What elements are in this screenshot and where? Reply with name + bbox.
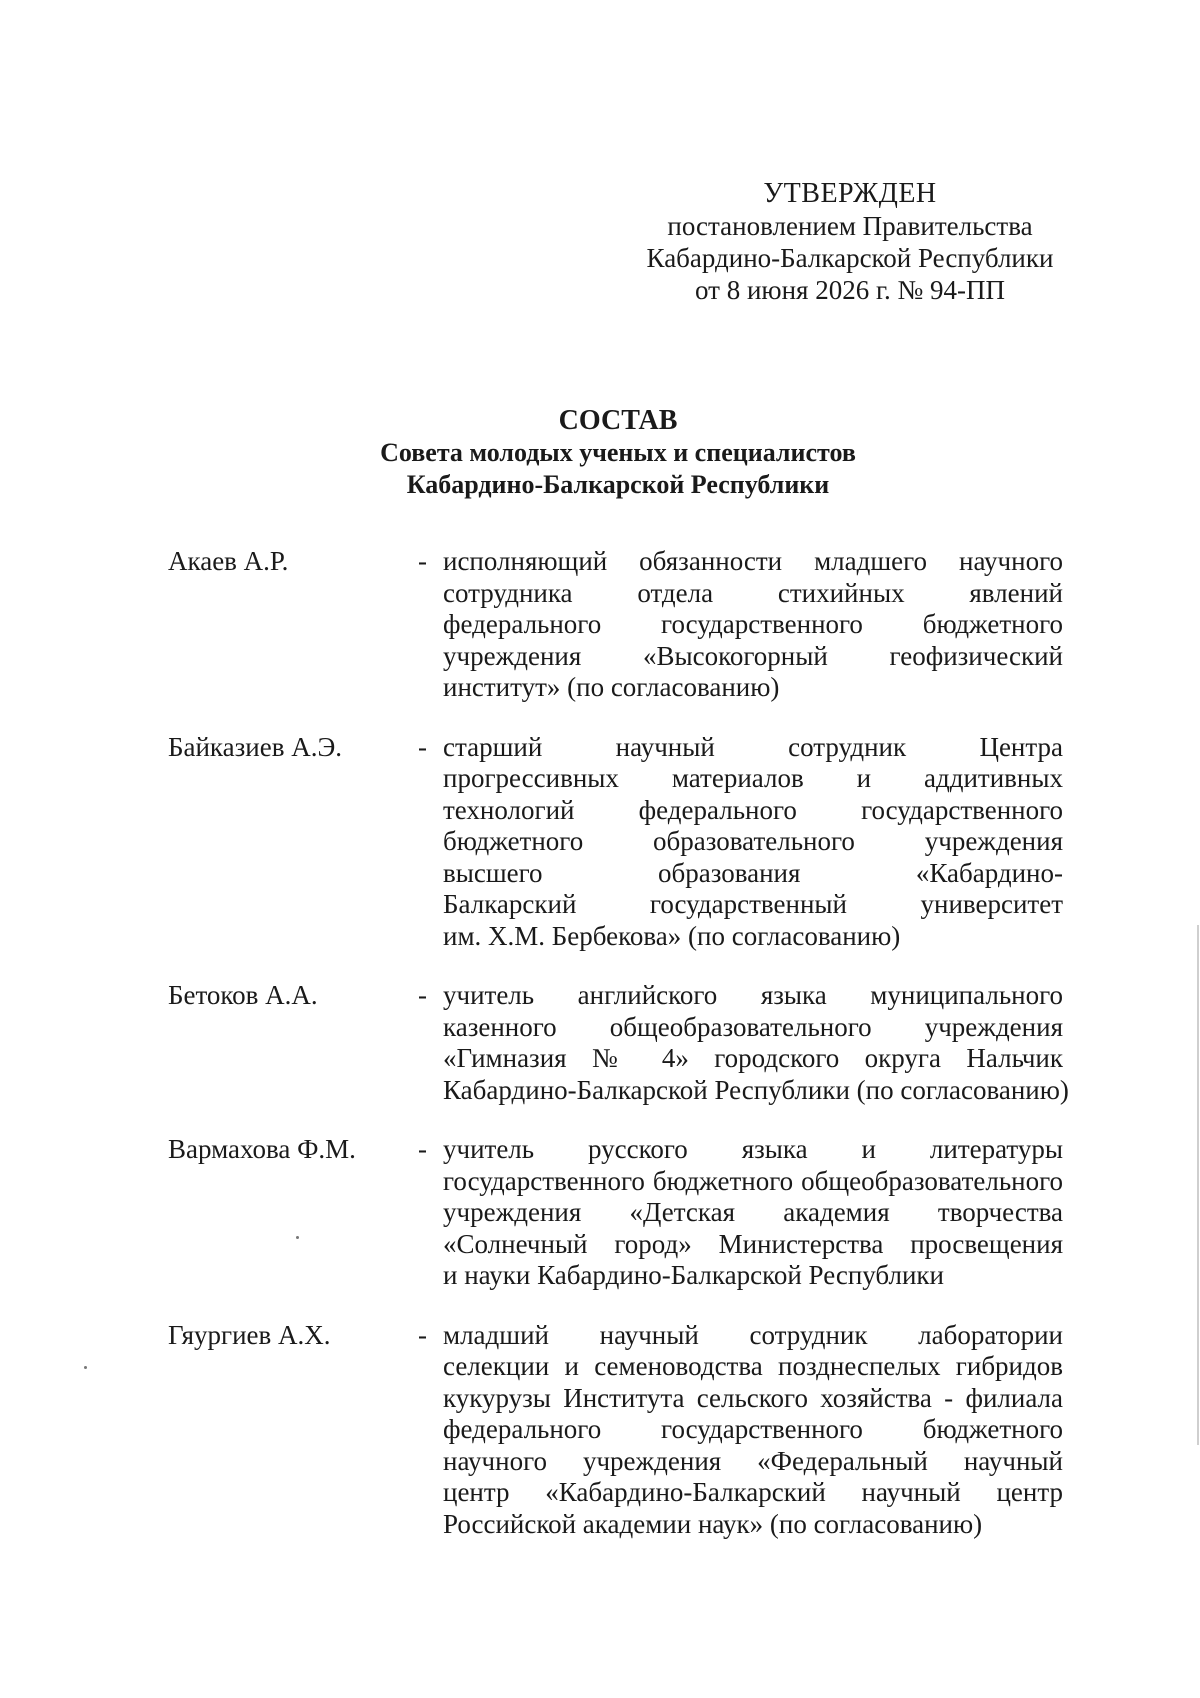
scan-edge-line: [1197, 925, 1199, 1445]
member-dash: -: [418, 1134, 427, 1164]
member-dash: -: [418, 731, 427, 762]
member-name: Байказиев А.Э.: [168, 731, 343, 762]
member-name: Вармахова Ф.М.: [168, 1134, 356, 1164]
member-role-line: центр «Кабардино-Балкарский научный центр: [443, 1477, 1063, 1507]
member-role-line: Балкарский государственный университет: [443, 889, 1063, 919]
member-role-line: селекции и семеноводства позднеспелых гибридов: [443, 1351, 1063, 1381]
member-role-line: сотрудника отдела стихийных явлений: [443, 577, 1063, 608]
approval-line-1: постановлением Правительства: [667, 211, 1033, 241]
member-role: [443, 1134, 1063, 1292]
member-role-line: и науки Кабардино-Балкарской Республики: [443, 1260, 944, 1290]
member-role-line: бюджетного образовательного учреждения: [443, 826, 1063, 856]
member-role-line: учреждения «Высокогорный геофизический: [443, 640, 1063, 671]
member-role-line: учитель русского языка и литературы: [443, 1134, 1063, 1164]
approval-line-2: Кабардино-Балкарской Республики: [646, 243, 1054, 273]
member-role-line: институт» (по согласованию): [443, 672, 780, 702]
member-name: Бетоков А.А.: [168, 980, 318, 1010]
member-role-line: научного учреждения «Федеральный научный: [443, 1445, 1063, 1476]
member-entry: [168, 546, 1063, 704]
approval-block: [600, 178, 1100, 306]
approval-line-3: от 8 июня 2026 г. № 94-ПП: [695, 275, 1005, 305]
member-entry: [168, 980, 1069, 1106]
member-role: [443, 546, 1063, 704]
member-role-line: «Гимназия № 4» городского округа Нальчик: [443, 1043, 1063, 1073]
scan-speck: [84, 1366, 87, 1369]
member-role-line: высшего образования «Кабардино-: [443, 857, 1063, 888]
member-role-line: Кабардино-Балкарской Республики (по согласованию): [443, 1074, 1069, 1105]
document-title: [240, 405, 996, 501]
member-role-line: федерального государственного бюджетного: [443, 1414, 1063, 1444]
member-dash: -: [418, 980, 427, 1010]
member-role-line: младший научный сотрудник лаборатории: [443, 1319, 1063, 1350]
member-entry: [168, 1320, 1063, 1541]
member-dash: -: [418, 546, 427, 576]
member-role-line: старший научный сотрудник Центра: [443, 731, 1063, 762]
member-role-line: кукурузы Института сельского хозяйства - филиала: [443, 1382, 1063, 1413]
member-role-line: Российской академии наук» (по согласованию): [443, 1508, 983, 1539]
member-name: Гяургиев А.Х.: [168, 1319, 331, 1350]
member-role: [443, 1320, 1063, 1541]
member-dash: -: [418, 1319, 427, 1350]
members-list: [168, 546, 1069, 1568]
member-role-line: прогрессивных материалов и аддитивных: [443, 763, 1063, 793]
approval-heading: УТВЕРЖДЕН: [763, 178, 937, 209]
scan-speck: [296, 1236, 299, 1239]
title-line-2: Кабардино-Балкарской Республики: [406, 470, 830, 499]
member-role-line: учитель английского языка муниципального: [443, 980, 1063, 1010]
member-name: Акаев А.Р.: [168, 546, 289, 576]
member-role-line: исполняющий обязанности младшего научного: [443, 546, 1063, 576]
member-role-line: технологий федерального государственного: [443, 794, 1063, 825]
member-entry: [168, 1134, 1063, 1292]
member-role-line: им. Х.М. Бербекова» (по согласованию): [443, 920, 901, 951]
title-main: СОСТАВ: [558, 405, 678, 436]
member-entry: [168, 732, 1063, 953]
member-role-line: федерального государственного бюджетного: [443, 609, 1063, 639]
member-role-line: «Солнечный город» Министерства просвещения: [443, 1228, 1063, 1259]
member-role-line: государственного бюджетного общеобразовательного: [443, 1165, 1063, 1196]
title-line-1: Совета молодых ученых и специалистов: [380, 438, 856, 467]
member-role-line: учреждения «Детская академия творчества: [443, 1197, 1063, 1227]
member-role-line: казенного общеобразовательного учреждения: [443, 1011, 1063, 1042]
member-role: [443, 732, 1063, 953]
member-role: [443, 980, 1069, 1106]
